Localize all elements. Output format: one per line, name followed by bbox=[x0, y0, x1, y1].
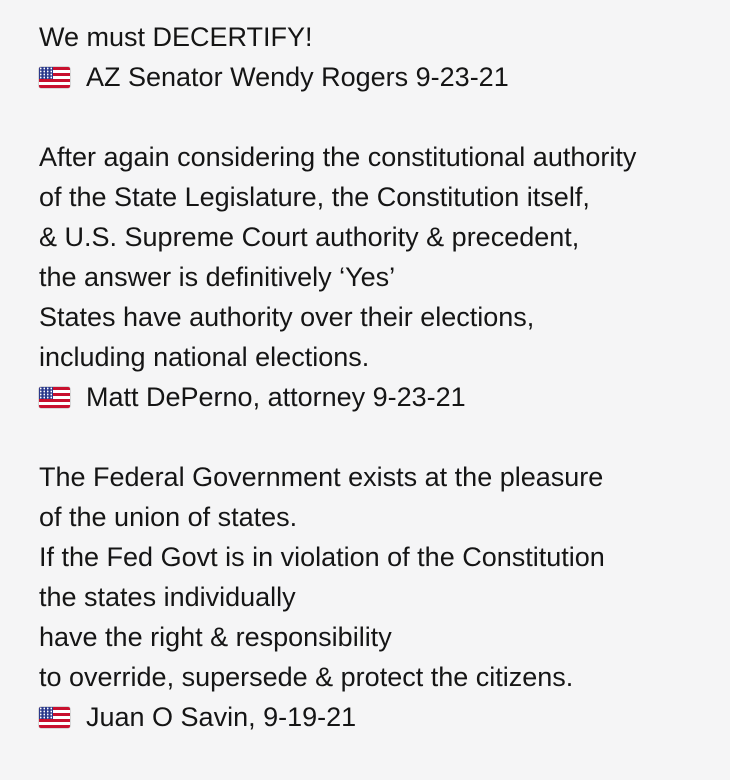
quote-line: of the union of states. bbox=[39, 502, 298, 532]
quote-line: If the Fed Govt is in violation of the Constitution bbox=[39, 542, 605, 572]
spacer bbox=[39, 97, 730, 137]
quote-block-2 bbox=[39, 137, 730, 417]
quote-block-1 bbox=[39, 17, 730, 97]
attribution-text: Matt DePerno, attorney 9-23-21 bbox=[86, 382, 466, 412]
quote-line: the states individually bbox=[39, 582, 296, 612]
quote-line: to override, supersede & protect the citizens. bbox=[39, 662, 574, 692]
attribution bbox=[39, 377, 730, 417]
quote-line: including national elections. bbox=[39, 342, 370, 372]
quote-line: the answer is definitively ‘Yes’ bbox=[39, 262, 396, 292]
quote-line: The Federal Government exists at the pleasure bbox=[39, 462, 604, 492]
attribution-text: Juan O Savin, 9-19-21 bbox=[86, 702, 357, 732]
attribution-text: AZ Senator Wendy Rogers 9-23-21 bbox=[86, 62, 509, 92]
quote-line: of the State Legislature, the Constitution itself, bbox=[39, 182, 590, 212]
quote-block-3 bbox=[39, 457, 730, 737]
quote-line: have the right & responsibility bbox=[39, 622, 392, 652]
us-flag-icon bbox=[39, 707, 70, 728]
quote-line: We must DECERTIFY! bbox=[39, 22, 313, 52]
us-flag-icon bbox=[39, 387, 70, 408]
us-flag-icon bbox=[39, 67, 70, 88]
attribution bbox=[39, 697, 730, 737]
attribution bbox=[39, 57, 730, 97]
quote-line: After again considering the constitutional authority bbox=[39, 142, 637, 172]
quote-line: & U.S. Supreme Court authority & precedent, bbox=[39, 222, 580, 252]
quote-line: States have authority over their elections, bbox=[39, 302, 535, 332]
spacer bbox=[39, 417, 730, 457]
